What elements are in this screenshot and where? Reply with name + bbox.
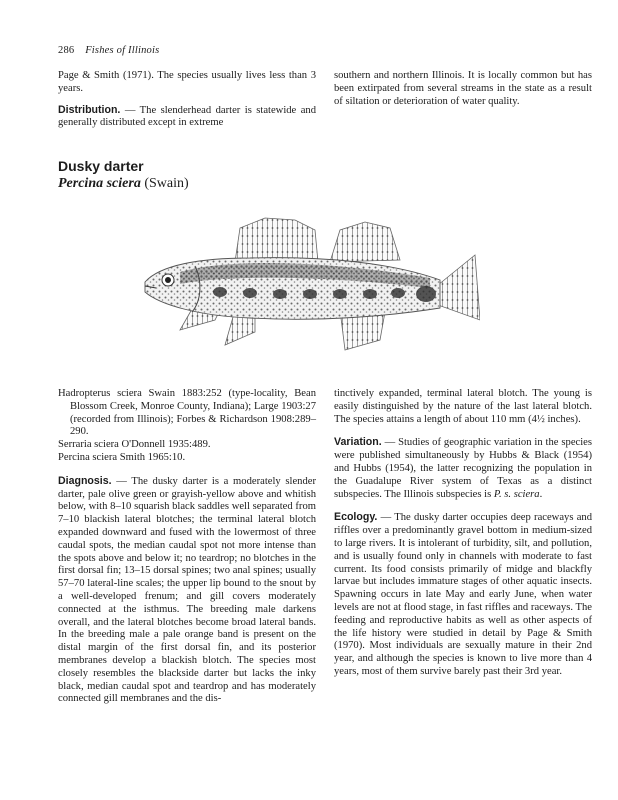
bottom-right-column	[334, 388, 592, 679]
variation-text: — Studies of geographic variation in the species were published simultaneously by Hubbs & Black (1954) and Hubbs (1954), the latter recognizing the population in the Guadalupe River system of Texas as a distinct subspecies. The Illinois subspecies is	[334, 437, 592, 500]
distribution-text: — The slenderhead darter is statewide and generally distributed except in extreme	[58, 104, 316, 129]
synonymy-entry: Percina sciera Smith 1965:10.	[58, 451, 186, 463]
ecology-paragraph	[334, 511, 592, 678]
distribution-label: Distribution.	[58, 103, 121, 116]
bottom-left-column	[58, 388, 316, 706]
diagnosis-paragraph	[58, 475, 316, 706]
diagnosis-label: Diagnosis.	[58, 474, 112, 487]
species-author: (Swain)	[144, 176, 189, 191]
diagnosis-continued: tinctively expanded, terminal lateral blotch. The young is easily distinguished by the nature of the last lateral blotch. The species attains a length of about 110 mm (4½ inches).	[334, 388, 592, 425]
synonymy-entry: Hadropterus sciera Swain 1883:252 (type-locality, Bean Blossom Creek, Monroe County, Indiana); Large 1903:27 (recorded from Illinois); Forbes & Richardson 1908:289–290.	[58, 388, 316, 438]
variation-paragraph	[334, 436, 592, 501]
ecology-text: — The dusky darter occupies deep raceways and riffles over a predominantly gravel bottom in medium-sized to large rivers. It is intolerant of turbidity, silt, and pollution, and is usually found only in channels with moderate to fast current. Its food consists primarily of midge and blackfly larvae but includes immature stages of other aquatic insects. Spawning occurs in late May and early June, when water levels are not at flood stage, in fast riffles and raceways. The feeding and reproductive habits as well as other aspects of the life history were studied in detail by Page & Smith (1970). Most individuals are sexually mature in their 2nd year, and although the species is known to live more than 4 years, most of them survive barely past their 3rd year.	[334, 512, 592, 677]
distribution-paragraph	[58, 104, 316, 131]
common-name: Dusky darter	[58, 158, 144, 174]
species-heading	[58, 158, 189, 192]
diagnosis-text: — The dusky darter is a moderately slender darter, pale olive green or grayish-yellow above and whitish below, with 8–10 squarish black saddles well separated from 7–10 blackish lateral blotches; the terminal lateral blotch expanded downward and fused with the lowermost of three caudal spots, the median caudal spot not more intense than the spots above and below it; no teardrop; no blotches in the first dorsal fin; 13–15 dorsal spines; two anal spines; usually 57–70 lateral-line scales; the upper lip bound to the snout by a well-developed frenum; and gill covers moderately connected at the isthmus. The breeding male darkens overall, and the lateral blotches become broad lateral bands. In the breeding male a pale orange band is present on the distal margin of the first dorsal fin, and its posterior membranes develop a blackish blotch. The species most closely resembles the blackside darter but lacks the inky black, median caudal spot and teardrop and has moderately connected gill membranes and the dis-	[58, 475, 316, 705]
book-title: Fishes of Illinois	[85, 45, 160, 56]
top-left-column	[58, 70, 316, 130]
variation-end: .	[539, 488, 543, 500]
running-head	[58, 45, 159, 56]
continued-paragraph: Page & Smith (1971). The species usually lives less than 3 years.	[58, 70, 316, 94]
page-number: 286	[58, 45, 75, 56]
genus-species: Percina sciera	[58, 176, 141, 191]
ecology-label: Ecology.	[334, 511, 378, 524]
synonymy-entry: Serraria sciera O'Donnell 1935:489.	[58, 439, 211, 451]
dusky-darter-illustration	[140, 200, 480, 375]
distribution-continued: southern and northern Illinois. It is locally common but has been extirpated from several streams in the state as a result of siltation or deterioration of water quality.	[334, 70, 592, 107]
top-right-column	[334, 70, 592, 108]
variation-label: Variation.	[334, 436, 382, 449]
scientific-name	[58, 175, 189, 192]
variation-taxon: P. s. sciera	[493, 488, 540, 500]
